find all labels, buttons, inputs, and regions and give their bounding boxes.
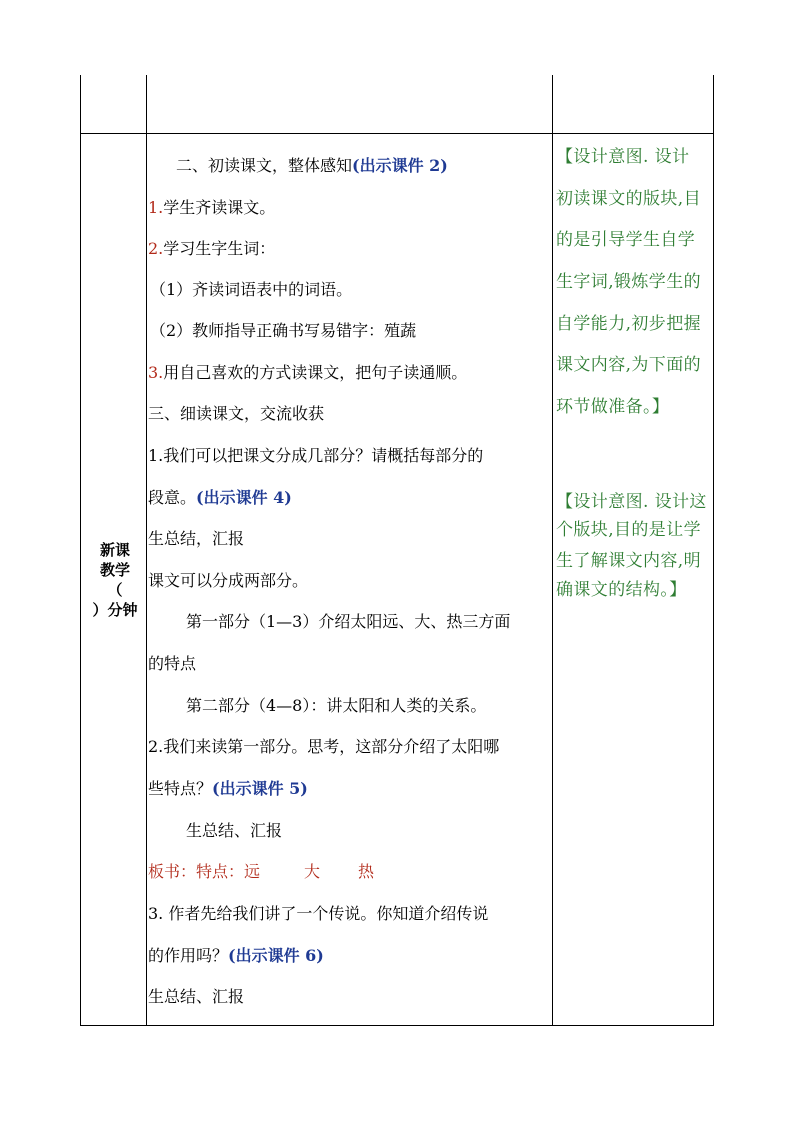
answer: 的特点 <box>148 654 197 673</box>
table-border-right <box>713 75 714 1026</box>
design-note-line: 初读课文的版块,目 <box>556 189 702 209</box>
question: 些特点？(出示课件 5) <box>148 779 308 798</box>
design-note-line: 【设计意图. 设计这 <box>556 492 707 512</box>
design-note-line: 自学能力,初步把握 <box>556 314 702 334</box>
design-note-line: 生字词,锻炼学生的 <box>556 272 702 292</box>
courseware-ref: (出示课件 6) <box>228 946 324 965</box>
label-line: ）分钟 <box>92 601 138 619</box>
question: 2.我们来读第一部分。思考，这部分介绍了太阳哪 <box>148 737 500 756</box>
table-divider-1 <box>146 75 147 1026</box>
question: 的作用吗？(出示课件 6) <box>148 946 324 965</box>
list-item: 2.学习生字生词： <box>148 239 276 258</box>
table-row-divider <box>80 133 714 134</box>
blackboard-note: 板书：特点：远 大 热 <box>148 862 375 881</box>
design-note-line: 环节做准备。】 <box>556 397 670 417</box>
answer: 课文可以分成两部分。 <box>148 571 309 590</box>
table-divider-2 <box>552 75 553 1026</box>
answer: 生总结、汇报 <box>148 987 245 1006</box>
design-note-line: 确课文的结构。】 <box>556 580 687 600</box>
sub-item: （1）齐读词语表中的词语。 <box>150 280 353 299</box>
question: 3. 作者先给我们讲了一个传说。你知道介绍传说 <box>148 904 489 923</box>
table-border-left <box>80 75 81 1026</box>
design-note-line: 【设计意图. 设计 <box>556 147 690 167</box>
answer: 第二部分（4—8）：讲太阳和人类的关系。 <box>186 696 487 715</box>
courseware-ref: (出示课件 4) <box>196 488 292 507</box>
list-item: 3.用自己喜欢的方式读课文，把句子读通顺。 <box>148 363 468 382</box>
label-line: （ <box>107 581 123 599</box>
table-border-bottom <box>80 1025 714 1026</box>
list-item: 1.学生齐读课文。 <box>148 198 276 217</box>
label-line: 教学 <box>99 561 130 579</box>
sub-item: （2）教师指导正确书写易错字：殖蔬 <box>150 321 417 340</box>
answer: 生总结、汇报 <box>186 821 283 840</box>
design-note-line: 课文内容,为下面的 <box>556 355 702 375</box>
design-note-line: 的是引导学生自学 <box>556 230 696 250</box>
courseware-ref: (出示课件 2) <box>352 156 448 175</box>
label-line: 新课 <box>99 541 130 559</box>
section-heading: 三、细读课文，交流收获 <box>148 404 325 423</box>
section-heading: 二、初读课文，整体感知(出示课件 2) <box>176 156 448 175</box>
question: 段意。(出示课件 4) <box>148 488 292 507</box>
design-note-line: 生了解课文内容,明 <box>556 551 702 571</box>
answer: 生总结，汇报 <box>148 529 245 548</box>
design-note-line: 个版块,目的是让学 <box>556 520 702 540</box>
courseware-ref: (出示课件 5) <box>212 779 308 798</box>
answer: 第一部分（1—3）介绍太阳远、大、热三方面 <box>186 612 511 631</box>
question: 1.我们可以把课文分成几部分？请概括每部分的 <box>148 446 484 465</box>
